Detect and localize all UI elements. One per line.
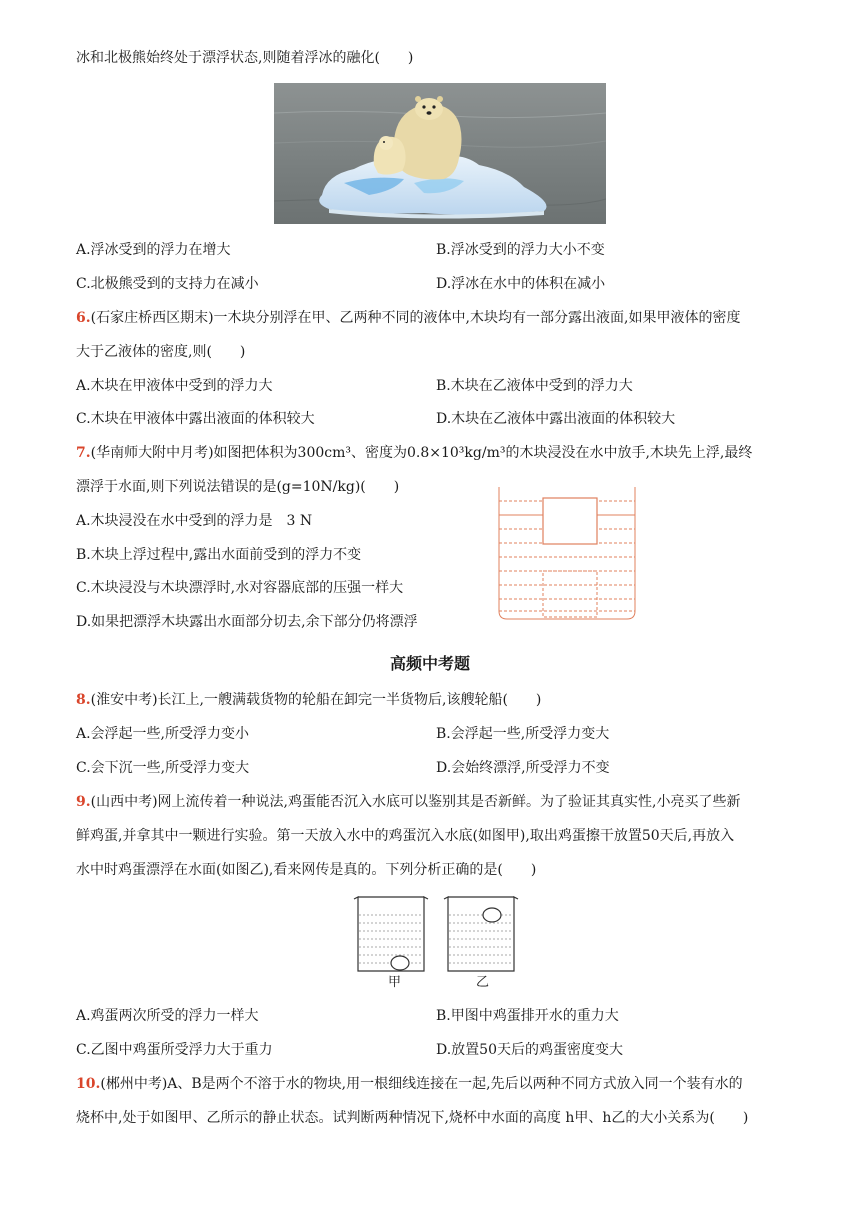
q6-stem-1: (石家庄桥西区期末)一木块分别浮在甲、乙两种不同的液体中,木块均有一部分露出液面,如果甲液体的密度 — [90, 310, 741, 326]
q10-stem-1: (郴州中考)A、B是两个不溶于水的物块,用一根细线连接在一起,先后以两种不同方式放入同一个装有水的 — [100, 1076, 743, 1092]
polar-bear-photo — [274, 83, 606, 224]
q9-stem-3: 水中时鸡蛋漂浮在水面(如图乙),看来网传是真的。下列分析正确的是( ) — [76, 862, 537, 878]
q6-number: 6. — [76, 310, 91, 326]
q7-line1 — [76, 443, 752, 463]
q8-option-b: B.会浮起一些,所受浮力变大 — [436, 726, 610, 742]
q9-stem-2: 鲜鸡蛋,并拿其中一颗进行实验。第一天放入水中的鸡蛋沉入水底(如图甲),取出鸡蛋擦干放置50天后,再放入 — [76, 828, 735, 844]
q9-option-d: D.放置50天后的鸡蛋密度变大 — [436, 1042, 623, 1058]
q9-figure-label-jia: 甲 — [388, 975, 402, 990]
q7-option-c: C.木块浸没与木块漂浮时,水对容器底部的压强一样大 — [76, 580, 404, 596]
q10-line1 — [76, 1074, 743, 1094]
q8-number: 8. — [76, 692, 91, 708]
q6-option-d: D.木块在乙液体中露出液面的体积较大 — [436, 411, 676, 427]
q9-option-b: B.甲图中鸡蛋排开水的重力大 — [436, 1008, 619, 1024]
q9-figure-label-yi: 乙 — [476, 975, 490, 990]
q9-stem-1: (山西中考)网上流传着一种说法,鸡蛋能否沉入水底可以鉴别其是否新鲜。为了验证其真实性,小亮买了些新 — [90, 794, 741, 810]
q6-option-c: C.木块在甲液体中露出液面的体积较大 — [76, 411, 315, 427]
q9-line1 — [76, 792, 740, 812]
q6-option-a: A.木块在甲液体中受到的浮力大 — [76, 378, 273, 394]
q7-stem-2: 漂浮于水面,则下列说法错误的是(g=10N/kg)( ) — [76, 479, 400, 495]
container-diagram — [497, 487, 637, 621]
q6-option-b: B.木块在乙液体中受到的浮力大 — [436, 378, 633, 394]
q10-number: 10. — [76, 1076, 101, 1092]
q8-option-a: A.会浮起一些,所受浮力变小 — [76, 726, 250, 742]
egg-beakers-diagram — [352, 893, 522, 993]
q6-stem-2: 大于乙液体的密度,则( ) — [76, 344, 246, 360]
q5-option-b: B.浮冰受到的浮力大小不变 — [436, 242, 605, 258]
q8-option-d: D.会始终漂浮,所受浮力不变 — [436, 760, 610, 776]
q6-line1 — [76, 308, 740, 328]
q9-number: 9. — [76, 794, 91, 810]
q7-option-a: A.木块浸没在水中受到的浮力是 3 N — [76, 513, 313, 529]
q10-stem-2: 烧杯中,处于如图甲、乙所示的静止状态。试判断两种情况下,烧杯中水面的高度 h甲、h乙的大小关系为( ) — [76, 1110, 749, 1126]
q7-stem-1: (华南师大附中月考)如图把体积为300cm³、密度为0.8×10³kg/m³的木块浸没在水中放手,木块先上浮,最终 — [90, 445, 753, 461]
q7-option-d: D.如果把漂浮木块露出水面部分切去,余下部分仍将漂浮 — [76, 614, 418, 630]
q8-stem-1: (淮安中考)长江上,一艘满载货物的轮船在卸完一半货物后,该艘轮船( ) — [90, 692, 542, 708]
section-title: 高频中考题 — [389, 654, 470, 673]
q5-option-d: D.浮冰在水中的体积在减小 — [436, 276, 606, 292]
q8-option-c: C.会下沉一些,所受浮力变大 — [76, 760, 250, 776]
q5-option-a: A.浮冰受到的浮力在增大 — [76, 242, 231, 258]
q5-stem: 冰和北极熊始终处于漂浮状态,则随着浮冰的融化( ) — [76, 50, 414, 66]
q7-option-b: B.木块上浮过程中,露出水面前受到的浮力不变 — [76, 547, 362, 563]
q5-option-c: C.北极熊受到的支持力在减小 — [76, 276, 259, 292]
q7-number: 7. — [76, 445, 91, 461]
q9-option-a: A.鸡蛋两次所受的浮力一样大 — [76, 1008, 259, 1024]
q9-option-c: C.乙图中鸡蛋所受浮力大于重力 — [76, 1042, 273, 1058]
q8-line1 — [76, 690, 541, 710]
